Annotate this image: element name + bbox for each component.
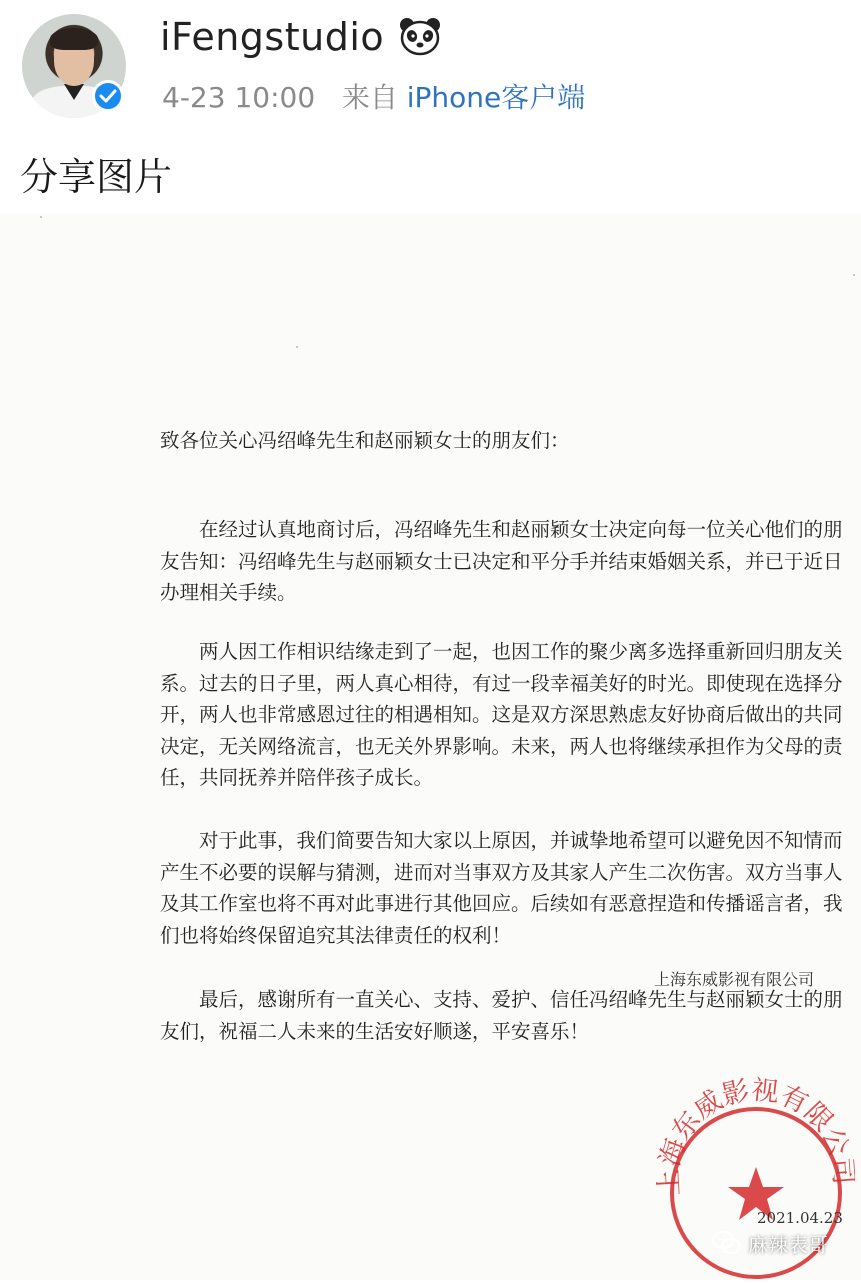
document-date: 2021.04.23 xyxy=(757,1209,843,1227)
post-meta xyxy=(162,78,585,118)
seal-text: 上海东威影视有限公 xyxy=(653,1075,855,1197)
source-link[interactable]: iPhone客户端 xyxy=(406,81,586,114)
paragraph: 两人因工作相识结缘走到了一起，也因工作的聚少离多选择重新回归朋友关系。过去的日子里，两人真心相待，有过一段幸福美好的时光。即使现在选择分开，两人也非常感恩过往的相遇相知。这是双方深思熟虑友好协商后做出的共同决定，无关网络流言，也无关外界影响。未来，两人也将继续承担作为父母的责任，共同抚养并陪伴孩子成长。 xyxy=(160,640,843,789)
source-prefix: 来自 xyxy=(341,81,398,114)
scan-speck xyxy=(853,274,855,276)
company-name: 上海东威影视有限公司 xyxy=(654,970,815,989)
post-header xyxy=(0,0,861,199)
salutation: 致各位关心冯绍峰先生和赵丽颖女士的朋友们： xyxy=(160,429,570,452)
scan-speck xyxy=(40,216,42,218)
paragraph: 在经过认真地商讨后，冯绍峰先生和赵丽颖女士决定向每一位关心他们的朋友告知：冯绍峰先生与赵丽颖女士已决定和平分手并结束婚姻关系，并已于近日办理相关手续。 xyxy=(160,518,843,604)
paragraph: 对于此事，我们简要告知大家以上原因，并诚挚地希望可以避免因不知情而产生不必要的误解与猜测，进而对当事双方及其家人产生二次伤害。双方当事人及其工作室也将不再对此事进行其他回应。后续如有恶意捏造和传播谣言者，我们也将始终保留追究其法律责任的权利！ xyxy=(160,829,843,947)
post-text: 分享图片 xyxy=(20,155,173,199)
paragraph: 最后，感谢所有一直关心、支持、爱护、信任冯绍峰先生与赵丽颖女士的朋友们，祝福二人未来的生活安好顺遂，平安喜乐！ xyxy=(160,988,843,1043)
watermark-text: 麻辣表哥 xyxy=(748,1232,828,1257)
scan-speck xyxy=(296,346,298,348)
wechat-icon xyxy=(712,1230,742,1256)
verified-badge-icon xyxy=(92,80,124,112)
post-time: 4-23 10:00 xyxy=(162,81,316,114)
panda-icon xyxy=(398,16,442,56)
watermark xyxy=(712,1226,828,1260)
username[interactable]: iFengstudio xyxy=(160,15,385,59)
